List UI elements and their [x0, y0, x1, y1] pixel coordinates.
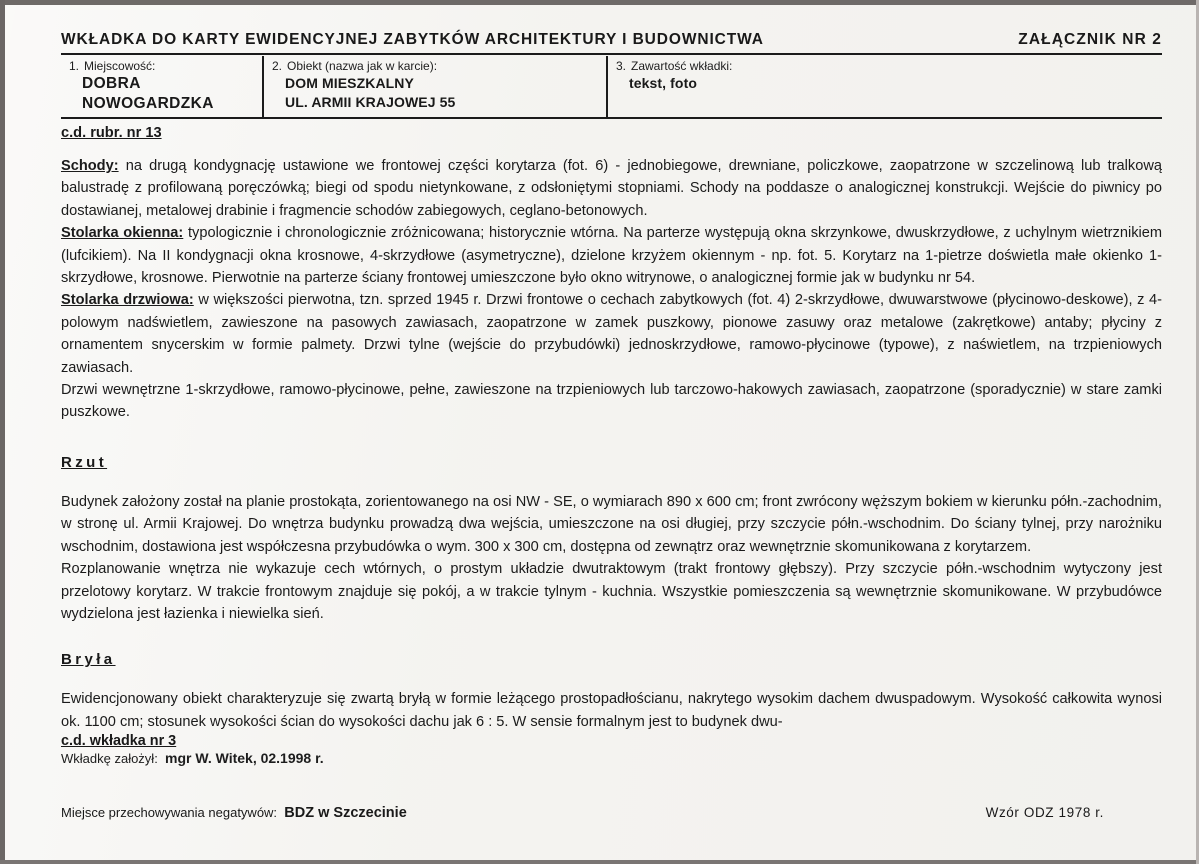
field-number-3: 3. [616, 59, 627, 73]
author-label: Wkładkę założył: [61, 751, 158, 767]
negatives-value: BDZ w Szczecinie [284, 805, 407, 821]
header-cell-contents [606, 56, 1162, 117]
header-cell-object [262, 56, 606, 117]
field-label-text-1: Miejscowość: [84, 59, 156, 73]
header-table-bottom-divider [61, 117, 1162, 119]
paragraph-lead-stolarka-drzwiowa: Stolarka drzwiowa: [61, 292, 194, 309]
paragraph-text-stolarka-okienna: typologicznie i chronologicznie zróżnicowana; historycznie wtórna. Na parterze występują okna skrzynkowe, dwuskrzydłowe, z uchylnym wietrznikiem (lufcikiem). Na II kondygnacji okna krosnowe, 4-skrzydłowe (asymetryczne), dzielone krzyżem okiennym - np. fot. 5. Korytarz na 1-pietrze doświetla małe okienko 1-skrzydłowe, krosnowe. Pierwotnie na parterze ściany frontowej umieszczone było okno witrynowe, o analogicznej formie jak w budynku nr 54. [61, 225, 1163, 287]
document-body [61, 125, 1162, 768]
field-label-text-3: Zawartość wkładki: [631, 59, 733, 73]
field-number-1: 1. [69, 59, 80, 73]
header-cell-locality [61, 56, 262, 117]
field-value-contents: tekst, foto [629, 75, 697, 91]
field-label-text-2: Obiekt (nazwa jak w karcie): [287, 59, 438, 73]
author-value: mgr W. Witek, 02.1998 r. [165, 750, 324, 767]
paragraph-drzwi-wewnetrzne: Drzwi wewnętrzne 1-skrzydłowe, ramowo-płycinowe, pełne, zawieszone na trzpieniowych lub tarczowo-hakowych zawiasach, zaopatrzone (sporadycznie) w stare zamki puszkowe. [61, 382, 1162, 421]
header-table [61, 56, 1162, 117]
scan-edge-bottom [0, 860, 1199, 864]
paper-surface [5, 5, 1196, 860]
field-value-locality-line2: NOWOGARDZKA [82, 95, 214, 112]
negatives-label: Miejsce przechowywania negatywów: [61, 805, 278, 820]
paragraph-lead-stolarka-okienna: Stolarka okienna: [61, 225, 184, 242]
document-header [61, 31, 1162, 49]
page-title: WKŁADKA DO KARTY EWIDENCYJNEJ ZABYTKÓW ARCHITEKTURY I BUDOWNICTWA [61, 31, 764, 48]
field-value-object-line2: UL. ARMII KRAJOWEJ 55 [285, 94, 456, 110]
document-footer [61, 805, 1162, 821]
paragraph-lead-schody: Schody: [61, 158, 119, 174]
field-label-object [272, 59, 606, 74]
form-code: Wzór ODZ 1978 r. [985, 805, 1104, 820]
field-label-locality [69, 59, 262, 74]
paragraph-schody [61, 155, 1162, 222]
paragraph-stolarka-drzwiowa [61, 289, 1162, 379]
document-content [5, 5, 1196, 860]
annex-number: ZAŁĄCZNIK NR 2 [1018, 31, 1162, 48]
continuation-heading: c.d. rubr. nr 13 [61, 125, 162, 141]
negatives-line [61, 805, 407, 821]
paragraph-stolarka-okienna [61, 222, 1162, 289]
continuation-next-insert: c.d. wkładka nr 3 [61, 733, 177, 750]
paragraph-rzut-2: Rozplanowanie wnętrza nie wykazuje cech wtórnych, o prostym układzie dwutraktowym (trakt frontowy głębszy). Przy szczycie półn.-wschodnim wytyczony jest przelotowy korytarz. W trakcie frontowym znajduje się pokój, a w trakcie tylnym - kuchnia. Wszystkie pomieszczenia są wewnętrznie skomunikowane. W przybudówce wydzielona jest łazienka i niewielka sień. [61, 561, 1162, 622]
field-value-object-line1: DOM MIESZKALNY [285, 75, 414, 91]
paragraph-text-schody: na drugą kondygnację ustawione we frontowej części korytarza (fot. 6) - jednobiegowe, drewniane, policzkowe, zaopatrzone w szczelinową lub tralkową balustradę z profilowaną poręczówką; biegi od spodu nietynkowane, z odsłoniętymi stopniami. Schody na poddasze o analogicznej konstrukcji. Wejście do piwnicy po dostawianej, metalowej drabinie i fragmencie schodów zabiegowych, ceglano-betonowych. [61, 158, 1162, 219]
paragraph-rzut-1: Budynek założony został na planie prostokąta, zorientowanego na osi NW - SE, o wymiarach 890 x 600 cm; front zwrócony węższym bokiem w kierunku półn.-zachodnim, w stronę ul. Armii Krajowej. Do wnętrza budynku prowadzą dwa wejścia, umieszczone na osi długiej, przy szczycie półn.-wschodnim. Do ściany tylnej, przy narożniku wschodnim, dostawiona jest współczesna przybudówka o wym. 300 x 300 cm, dostępna od zewnątrz oraz wewnętrznie skomunikowana z korytarzem. [61, 493, 1162, 555]
section-heading-rzut: Rzut [61, 453, 108, 471]
field-number-2: 2. [272, 59, 283, 73]
title-divider [61, 53, 1162, 55]
author-line [61, 749, 1162, 768]
paragraph-bryla-1: Ewidencjonowany obiekt charakteryzuje się zwartą bryłą w formie leżącego prostopadłościanu, nakrytego wysokim dachem dwuspadowym. Wysokość całkowita wynosi ok. 1100 cm; stosunek wysokości ścian do wysokości dachu jak 6 : 5. W sensie formalnym jest to budynek dwu- [61, 691, 1162, 730]
field-label-contents [616, 59, 1162, 74]
section-heading-bryla: Bryła [61, 651, 116, 669]
field-value-locality-line1: DOBRA [82, 75, 141, 92]
paragraph-text-stolarka-drzwiowa: w większości pierwotna, tzn. sprzed 1945 r. Drzwi frontowe o cechach zabytkowych (fot. 4) 2-skrzydłowe, dwuwarstwowe (płycinowo-deskowe), z 4-polowym nadświetlem, zawieszone na pasowych zawiasach, zaopatrzone w zamek puszkowy, pionowe zasuwy oraz metalowe (zakrętkowe) antaby; płyciny z ornamentem snycerskim w formie palmety. Drzwi tylne (wejście do przybudówki) jednoskrzydłowe, ramowo-płycinowe (typowe), z naświetlem, na trzpieniowych zawiasach. [61, 292, 1162, 376]
